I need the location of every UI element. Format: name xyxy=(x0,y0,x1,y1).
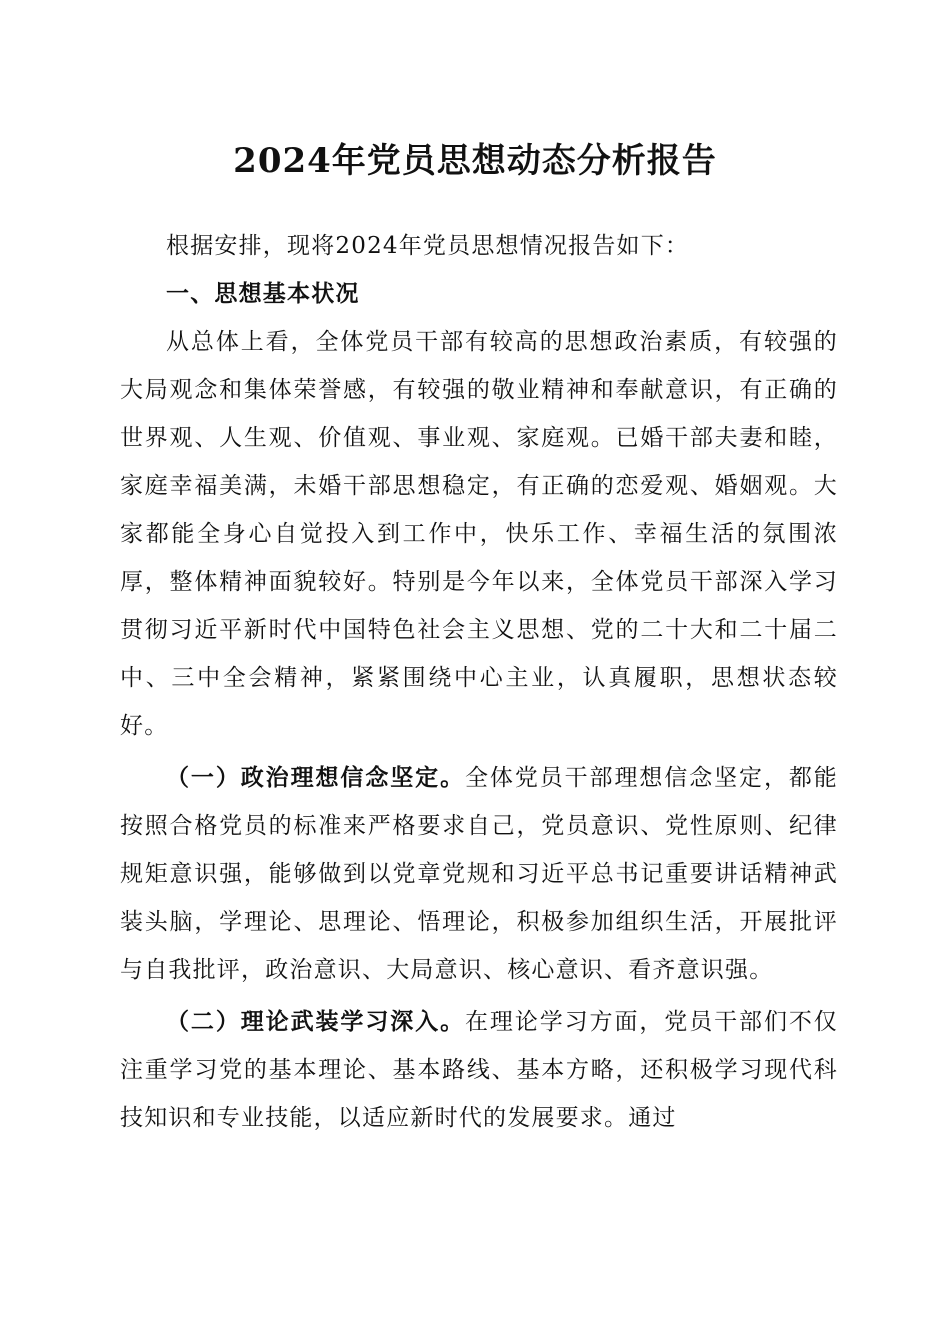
document-body xyxy=(120,222,838,1142)
intro-paragraph: 根据安排，现将2024年党员思想情况报告如下： xyxy=(166,233,690,259)
subsection-1-lead: （一）政治理想信念坚定。 xyxy=(166,764,465,791)
section-1-paragraph: 从总体上看，全体党员干部有较高的思想政治素质，有较强的大局观念和集体荣誉感，有较强的敬业精神和奉献意识，有正确的世界观、人生观、价值观、事业观、家庭观。已婚干部夫妻和睦，家庭幸福美满，未婚干部思想稳定，有正确的恋爱观、婚姻观。大家都能全身心自觉投入到工作中，快乐工作、幸福生活的氛围浓厚，整体精神面貌较好。特别是今年以来，全体党员干部深入学习贯彻习近平新时代中国特色社会主义思想、党的二十大和二十届二中、三中全会精神，紧紧围绕中心主业，认真履职，思想状态较好。 xyxy=(120,329,838,739)
subsection-2-lead: （二）理论武装学习深入。 xyxy=(166,1008,465,1035)
subsection-2-text: 在理论学习方面，党员干部们不仅注重学习党的基本理论、基本路线、基本方略，还积极学习现代科技知识和专业技能，以适应新时代的发展要求。通过 xyxy=(120,1009,838,1131)
subsection-2-paragraph xyxy=(120,998,838,1142)
subsection-1-text: 全体党员干部理想信念坚定，都能按照合格党员的标准来严格要求自己，党员意识、党性原则、纪律规矩意识强，能够做到以党章党规和习近平总书记重要讲话精神武装头脑，学理论、思理论、悟理论，积极参加组织生活，开展批评与自我批评，政治意识、大局意识、核心意识、看齐意识强。 xyxy=(120,765,838,983)
section-heading-1: 一、思想基本状况 xyxy=(166,280,360,307)
subsection-1-paragraph xyxy=(120,754,838,994)
document-title: 2024年党员思想动态分析报告 xyxy=(233,141,717,181)
